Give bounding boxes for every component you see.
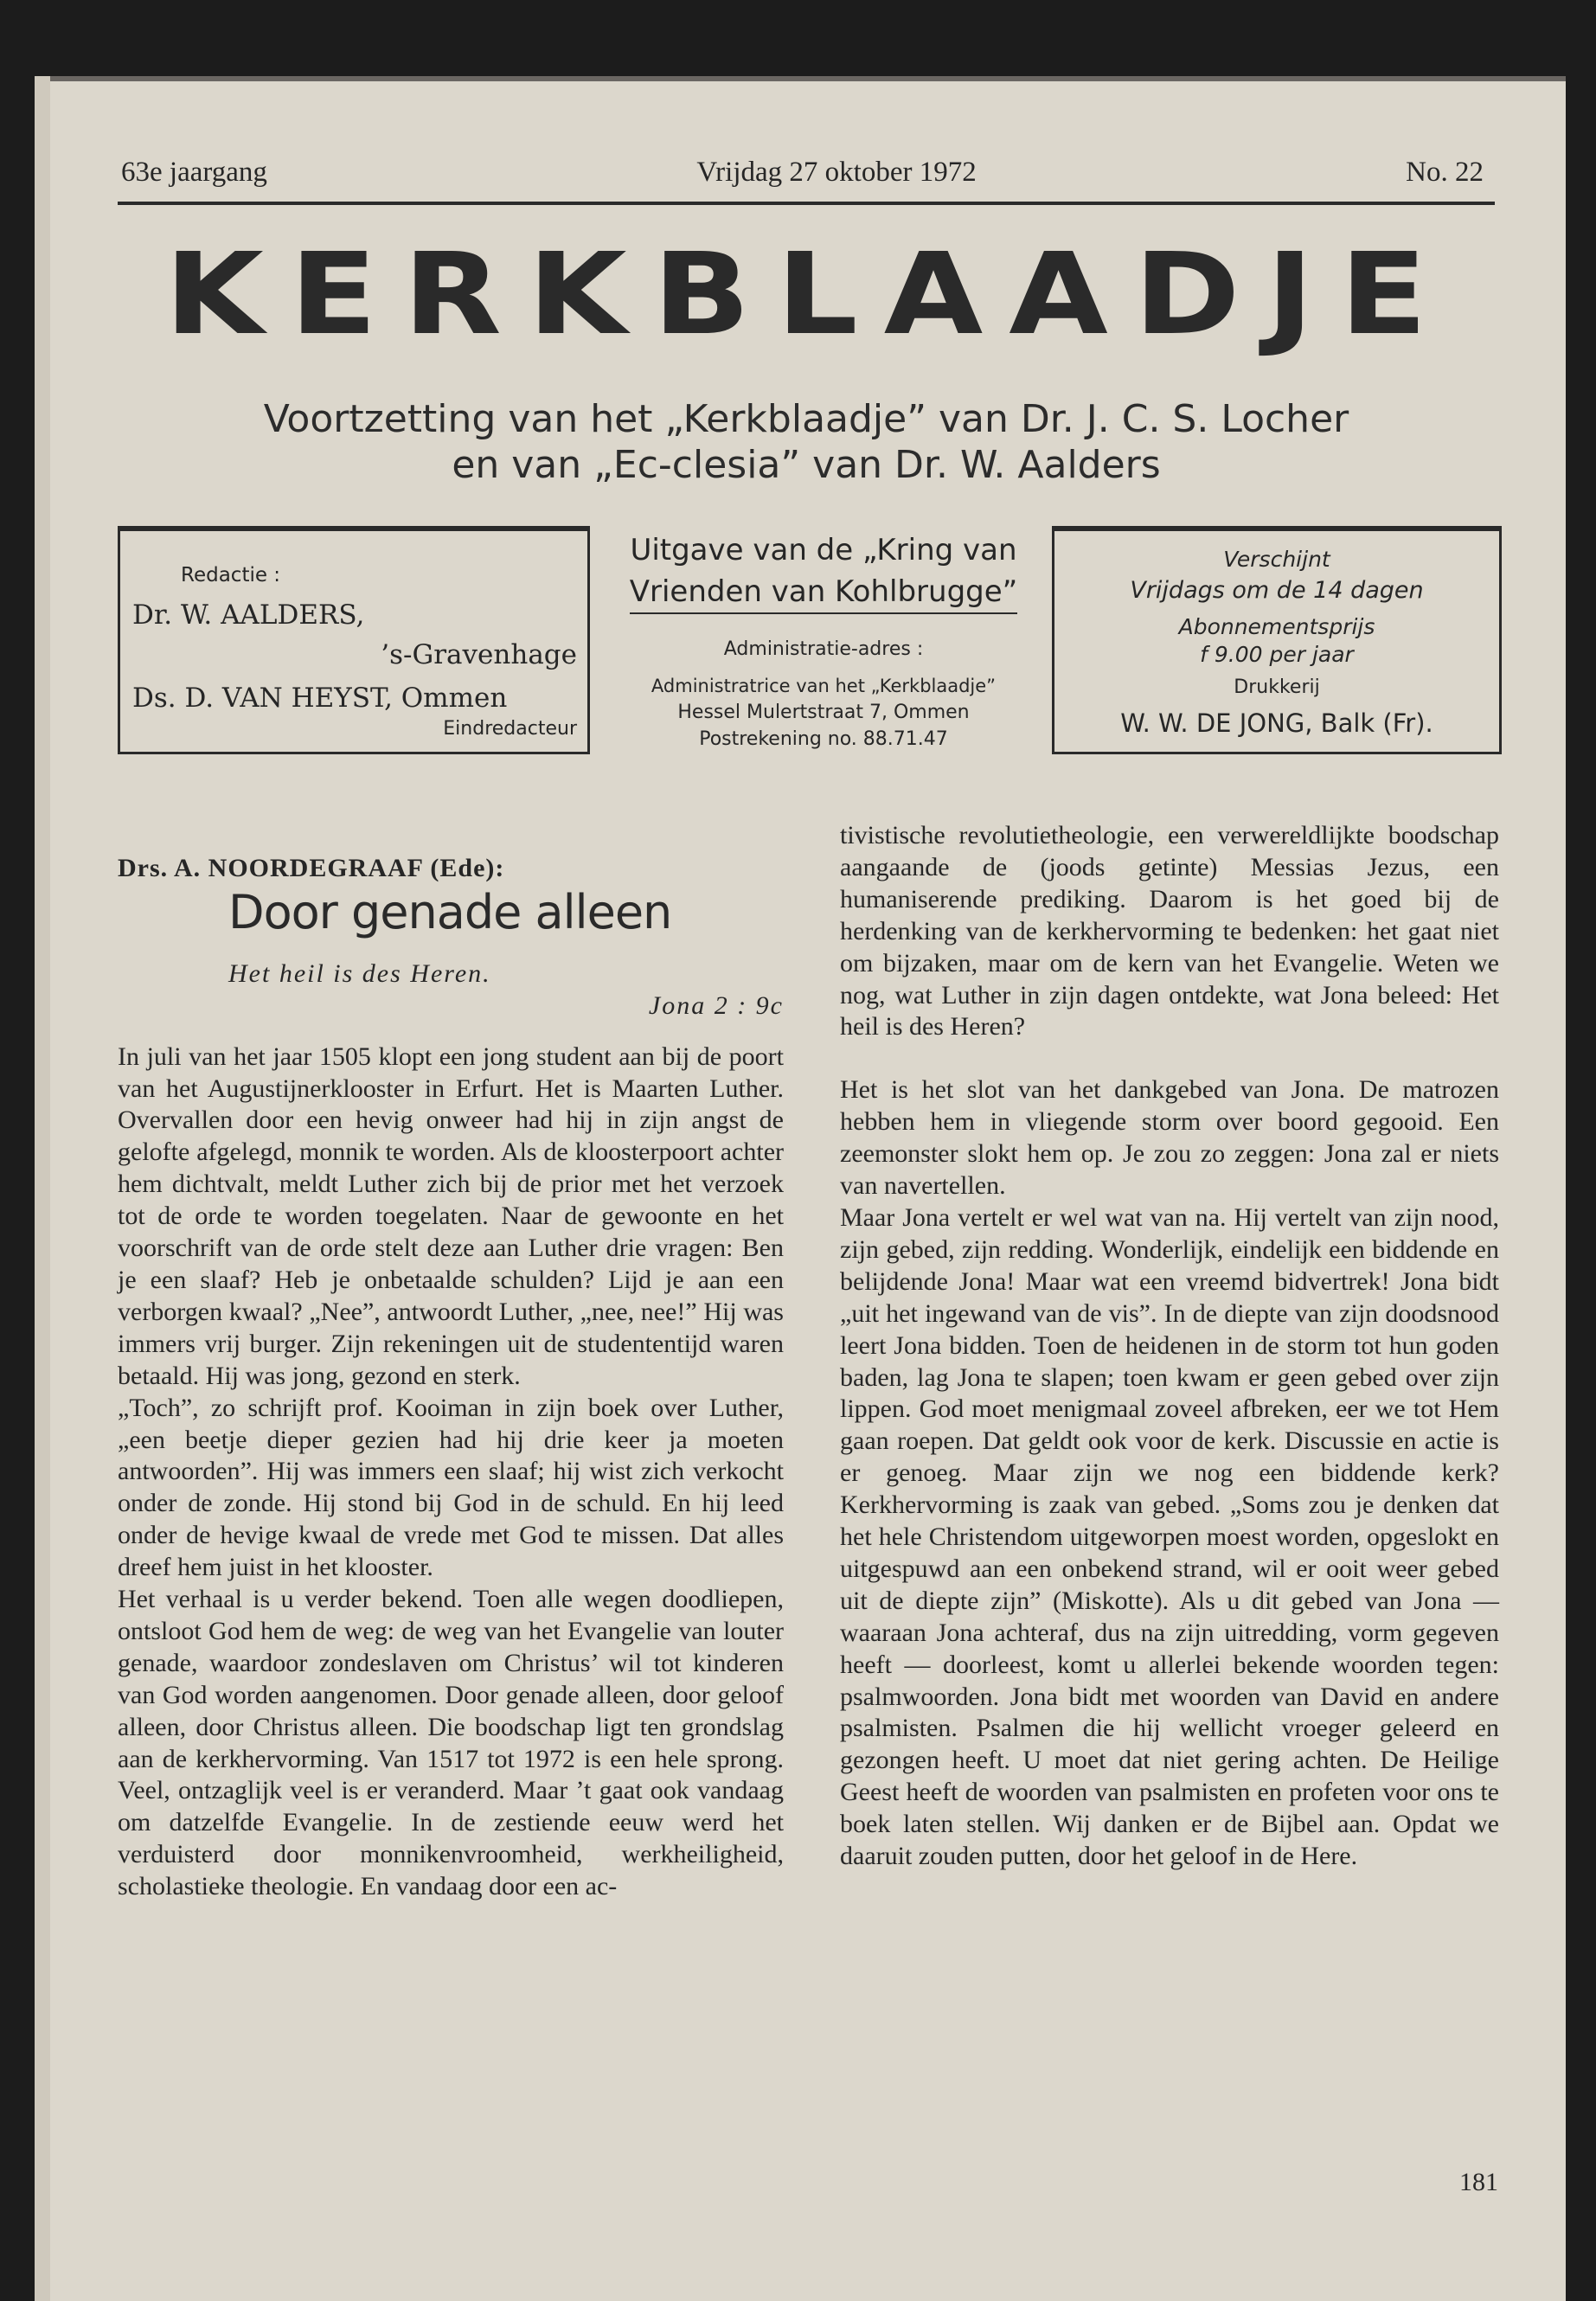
article-author: Drs. A. NOORDEGRAAF (Ede): <box>118 854 505 882</box>
admin-label: Administratie-adres : <box>723 638 924 660</box>
publisher-line-1: Uitgave van de „Kring van <box>630 533 1017 567</box>
printer-value: W. W. DE JONG, Balk (Fr). <box>1120 708 1433 738</box>
admin-line-3: Postrekening no. 88.71.47 <box>699 728 948 750</box>
publisher-line-2: Vrienden van Kohlbrugge” <box>630 574 1018 614</box>
info-box <box>1052 526 1502 754</box>
issue-date: Vrijdag 27 oktober 1972 <box>696 157 977 188</box>
article-column-1 <box>118 811 784 1903</box>
editorial-label: Redactie : <box>181 564 281 586</box>
text-quote: Het heil is des Heren. <box>228 958 491 988</box>
binding-edge <box>35 76 50 2301</box>
article-title: Door genade alleen <box>228 884 672 939</box>
paragraph: Maar Jona vertelt er wel wat van na. Hij vertelt van zijn nood, zijn gebed, zijn redding. Wonderlijk, eindelijk een biddende en belijdende Jona! Maar wat een vreemd bidvertrek! Jona bidt „uit het ingewand van de vis”. In de diepte van zijn doodsnood leert Jona bidden. Toen de heidenen in de storm tot hun goden baden, lag Jona te slapen; toen kwam er geen gebed over zijn lippen. God moet menigmaal zoveel afbreken, eer we tot Hem gaan roepen. Dat geldt ook voor de kerk. Discussie en actie is er genoeg. Maar zijn we nog een biddende kerk? Kerkhervorming is zaak van gebed. „Soms zou je denken dat het hele Christendom uitgeworpen moest worden, opgeslokt en uitgespuwd aan een onbekend strand, wil er ooit weer gebed uit de diepte zijn” (Miskotte). Als u dit gebed van Jona — waaraan Jona achteraf, dus na zijn uitredding, vorm gegeven heeft — doorleest, komt u allerlei bekende woorden tegen: psalmwoorden. Jona bidt met woorden van David en andere psalmisten. Psalmen die hij wellicht vroeger geleerd en gezongen heeft. U moet dat niet gering achten. De Heilige Geest heeft de woorden van psalmisten en profeten voor ons te boek laten stellen. Wij danken er de Bijbel aan. Opdat we daaruit zouden putten, door het geloof in de Here. <box>840 1202 1499 1871</box>
editor-1-city: ’s-Gravenhage <box>381 639 577 670</box>
editorial-box <box>118 526 590 754</box>
printer-label: Drukkerij <box>1234 676 1320 698</box>
editor-1-name: Dr. W. AALDERS, <box>132 599 365 631</box>
article-column-2 <box>840 811 1499 1873</box>
masthead-subtitle-1: Voortzetting van het „Kerkblaadje” van Dr. J. C. S. Locher <box>263 397 1349 441</box>
subscription-value: f 9.00 per jaar <box>1200 642 1354 667</box>
paragraph: „Toch”, zo schrijft prof. Kooiman in zijn boek over Luther, „een beetje dieper gezien had hij drie keer ja moeten antwoorden”. Hij was immers een slaaf; hij wist zich verkocht onder de zonde. Hij stond bij God in de schuld. En hij leed onder de hevige kwaal de vrede met God te missen. Dat alles dreef hem juist in het klooster. <box>118 1393 784 1582</box>
text-reference: Jona 2 : 9c <box>648 990 784 1020</box>
issue-header <box>121 157 1484 189</box>
masthead-subtitle-2: en van „Ec-clesia” van Dr. W. Aalders <box>452 443 1161 487</box>
page-number: 181 <box>1459 2168 1498 2196</box>
appears-label: Verschijnt <box>1223 547 1330 572</box>
paragraph: Het is het slot van het dankgebed van Jona. De matrozen hebben hem in vliegende storm over boord gegooid. Een zeemonster slokt hem op. Je zou zo zeggen: Jona zal er niets van navertellen. <box>840 1075 1499 1201</box>
editor-2-name: Ds. D. VAN HEYST, Ommen <box>132 683 508 714</box>
top-edge <box>35 76 1566 81</box>
paragraph: tivistische revolutietheologie, een verwereldlijkte boodschap aangaande de (joods getinte) Messias Jezus, een humaniserende prediking. Daarom is het goed bij de herdenking van de kerkhervorming te bedenken: het gaat niet om bijzaken, maar om de kern van het Evangelie. Weten we nog, wat Luther in zijn dagen ontdekte, wat Jona beleed: Het heil is des Heren? <box>840 821 1499 1042</box>
admin-line-1: Administratrice van het „Kerkblaadje” <box>651 676 997 696</box>
issue-number: No. 22 <box>1406 157 1484 188</box>
editor-2-role: Eindredacteur <box>443 718 577 740</box>
publisher-block <box>599 526 1048 750</box>
subscription-label: Abonnementsprijs <box>1178 614 1375 639</box>
newspaper-page <box>35 76 1566 2301</box>
appears-value: Vrijdags om de 14 dagen <box>1130 577 1424 604</box>
paragraph: Het verhaal is u verder bekend. Toen alle wegen doodliepen, ontsloot God hem de weg: de weg van het Evangelie van louter genade, waardoor zondeslaven om Christus’ wil tot kinderen van God worden aangenomen. Door genade alleen, door geloof alleen, door Christus alleen. Die boodschap ligt ten grondslag aan de kerkhervorming. Van 1517 tot 1972 is een hele sprong. Veel, ontzaglijk veel is er veranderd. Maar ’t gaat ook vandaag om datzelfde Evangelie. In de zestiende eeuw werd het verduisterd door monnikenvroomheid, werkheiligheid, scholastieke theologie. En vandaag door een ac- <box>118 1585 784 1901</box>
header-rule <box>118 202 1495 205</box>
volume-label: 63e jaargang <box>121 157 267 188</box>
masthead-title: KERKBLAADJE <box>164 228 1453 360</box>
admin-line-2: Hessel Mulertstraat 7, Ommen <box>677 702 970 723</box>
paragraph: In juli van het jaar 1505 klopt een jong student aan bij de poort van het Augustijnerklooster in Erfurt. Het is Maarten Luther. Overvallen door een hevig onweer had hij in zijn angst de gelofte afgelegd, monnik te worden. Als de kloosterpoort achter hem dichtvalt, meldt Luther zich bij de prior met het verzoek tot de orde te worden toegelaten. Naar de gewoonte en het voorschrift van de orde stelt deze aan Luther drie vragen: Ben je een slaaf? Heb je onbetaalde schulden? Lijd je aan een verborgen kwaal? „Nee”, antwoordt Luther, „nee, nee!” Hij was immers vrij burger. Zijn rekeningen uit de studententijd waren betaald. Hij was jong, gezond en sterk. <box>118 1042 784 1390</box>
